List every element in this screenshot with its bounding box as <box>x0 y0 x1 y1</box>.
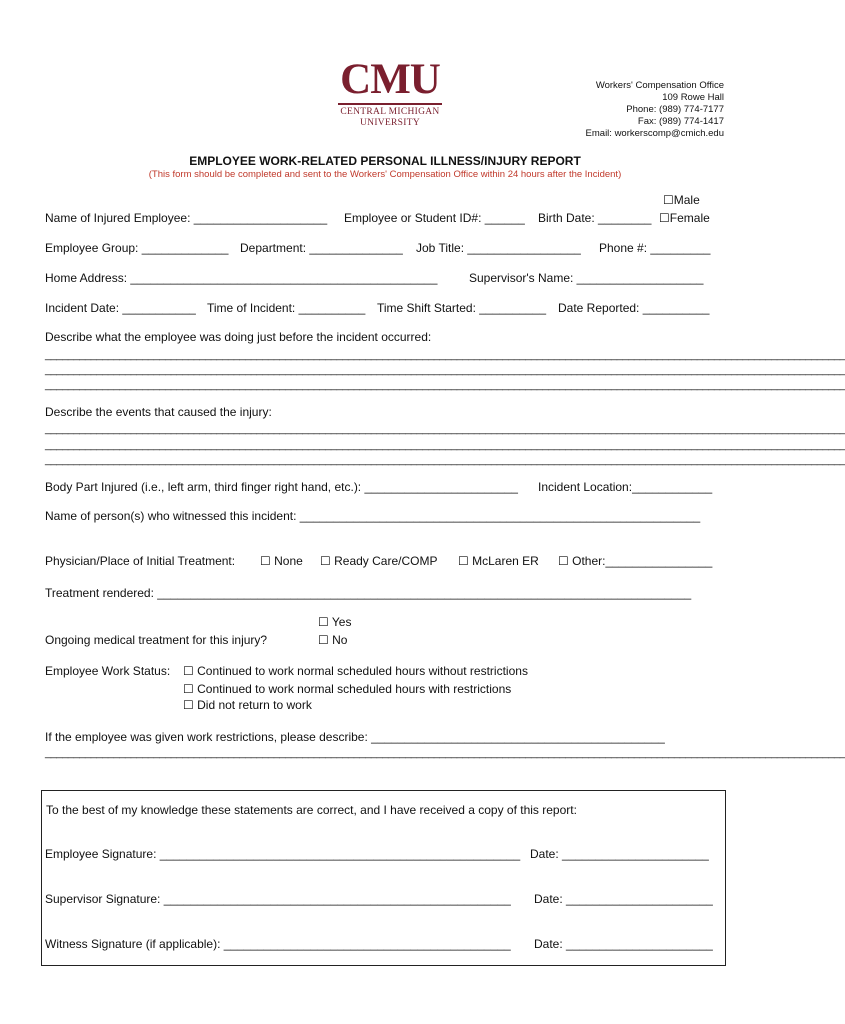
logo-rule <box>338 103 442 105</box>
status-option-2[interactable] <box>183 682 511 696</box>
office-address-block <box>586 80 724 140</box>
logo-line-2: UNIVERSITY <box>360 118 420 128</box>
body-part-field[interactable]: Body Part Injured (i.e., left arm, third finger right hand, etc.): _______________________ <box>45 480 518 494</box>
treatment-field[interactable]: Treatment rendered: ________________________________________________________________________________ <box>45 586 692 600</box>
describe-before-line-1[interactable]: ____________________________________________________________________________________________________________________________________________ <box>45 349 845 361</box>
supervisor-signature-field[interactable]: Supervisor Signature: ____________________________________________________ <box>45 892 511 906</box>
status-option-1[interactable] <box>183 664 528 678</box>
option-ready-care[interactable] <box>320 554 437 568</box>
option-no-label: No <box>332 633 348 647</box>
option-other[interactable] <box>558 554 712 568</box>
shift-start-field[interactable]: Time Shift Started: __________ <box>377 301 546 315</box>
option-mclaren[interactable] <box>458 554 539 568</box>
status-option-3-label: Did not return to work <box>197 698 312 712</box>
supervisor-date-field[interactable]: Date: ______________________ <box>534 892 713 906</box>
checkbox-mclaren[interactable]: ☐ <box>458 554 469 568</box>
form-title: EMPLOYEE WORK-RELATED PERSONAL ILLNESS/INJURY REPORT <box>189 154 581 168</box>
option-other-label: Other:________________ <box>572 554 713 568</box>
describe-events-label: Describe the events that caused the injury: <box>45 405 272 419</box>
physician-label: Physician/Place of Initial Treatment: <box>45 554 236 568</box>
option-none-label: None <box>274 554 303 568</box>
work-status-label: Employee Work Status: <box>45 664 171 678</box>
describe-events-line-2[interactable]: ____________________________________________________________________________________________________________________________________________ <box>45 439 845 451</box>
ongoing-label: Ongoing medical treatment for this injury? <box>45 633 268 647</box>
gender-female[interactable] <box>659 211 710 225</box>
cmu-logo <box>336 56 444 129</box>
describe-events-line-1[interactable]: ____________________________________________________________________________________________________________________________________________ <box>45 423 845 435</box>
logo-line-1: CENTRAL MICHIGAN <box>340 107 440 117</box>
student-id-field[interactable]: Employee or Student ID#: ______ <box>344 211 525 225</box>
witnesses-field[interactable]: Name of person(s) who witnessed this incident: ____________________________________________________________ <box>45 509 701 523</box>
option-ready-care-label: Ready Care/COMP <box>334 554 438 568</box>
option-yes-label: Yes <box>331 615 352 629</box>
supervisor-name-field[interactable]: Supervisor's Name: ___________________ <box>469 271 704 285</box>
incident-time-field[interactable]: Time of Incident: __________ <box>207 301 366 315</box>
female-label: Female <box>669 211 710 225</box>
employee-group-field[interactable]: Employee Group: _____________ <box>45 241 229 255</box>
office-phone: Phone: (989) 774-7177 <box>626 104 724 115</box>
certification-statement: To the best of my knowledge these statements are correct, and I have received a copy of this report: <box>46 803 577 817</box>
employee-signature-field[interactable]: Employee Signature: ______________________________________________________ <box>45 847 521 861</box>
checkbox-no[interactable]: ☐ <box>318 633 329 647</box>
logo-letters: CMU <box>340 56 440 103</box>
home-address-field[interactable]: Home Address: ______________________________________________ <box>45 271 438 285</box>
injured-name-field[interactable]: Name of Injured Employee: ____________________ <box>45 211 328 225</box>
office-building: 109 Rowe Hall <box>662 92 724 103</box>
employee-date-field[interactable]: Date: ______________________ <box>530 847 709 861</box>
checkbox-status-2[interactable]: ☐ <box>183 682 194 696</box>
checkbox-male[interactable]: ☐ <box>663 193 674 207</box>
phone-field[interactable]: Phone #: _________ <box>599 241 711 255</box>
describe-events-line-3[interactable]: ____________________________________________________________________________________________________________________________________________ <box>45 454 845 466</box>
form-subtitle: (This form should be completed and sent to the Workers' Compensation Office within 24 hours after the Incident) <box>148 169 622 180</box>
checkbox-status-1[interactable]: ☐ <box>183 664 194 678</box>
office-name: Workers' Compensation Office <box>595 80 724 91</box>
checkbox-none[interactable]: ☐ <box>260 554 271 568</box>
witness-signature-field[interactable]: Witness Signature (if applicable): ___________________________________________ <box>45 937 511 951</box>
male-label: Male <box>673 193 700 207</box>
incident-location-field[interactable]: Incident Location:____________ <box>538 480 713 494</box>
describe-before-line-3[interactable]: ____________________________________________________________________________________________________________________________________________ <box>45 379 845 391</box>
gender-male[interactable] <box>663 193 700 207</box>
office-fax: Fax: (989) 774-1417 <box>637 116 724 127</box>
checkbox-status-3[interactable]: ☐ <box>183 698 194 712</box>
job-title-field[interactable]: Job Title: _________________ <box>416 241 581 255</box>
option-mclaren-label: McLaren ER <box>472 554 539 568</box>
restrictions-field[interactable]: If the employee was given work restrictions, please describe: ____________________________________________ <box>45 730 665 744</box>
witness-date-field[interactable]: Date: ______________________ <box>534 937 713 951</box>
checkbox-female[interactable]: ☐ <box>659 211 670 225</box>
describe-before-line-2[interactable]: ____________________________________________________________________________________________________________________________________________ <box>45 364 845 376</box>
birth-date-field[interactable]: Birth Date: ________ <box>538 211 652 225</box>
office-email: Email: workerscomp@cmich.edu <box>585 128 724 139</box>
status-option-2-label: Continued to work normal scheduled hours with restrictions <box>197 682 512 696</box>
checkbox-other[interactable]: ☐ <box>558 554 569 568</box>
restrictions-line[interactable]: ____________________________________________________________________________________________________________________________________________ <box>45 747 845 759</box>
incident-date-field[interactable]: Incident Date: ___________ <box>45 301 196 315</box>
option-no[interactable] <box>318 633 347 647</box>
option-none[interactable] <box>260 554 303 568</box>
status-option-3[interactable] <box>183 698 312 712</box>
status-option-1-label: Continued to work normal scheduled hours without restrictions <box>197 664 528 678</box>
checkbox-ready-care[interactable]: ☐ <box>320 554 331 568</box>
describe-before-label: Describe what the employee was doing just before the incident occurred: <box>45 330 432 344</box>
date-reported-field[interactable]: Date Reported: __________ <box>558 301 710 315</box>
option-yes[interactable] <box>318 615 351 629</box>
checkbox-yes[interactable]: ☐ <box>318 615 329 629</box>
department-field[interactable]: Department: ______________ <box>240 241 403 255</box>
